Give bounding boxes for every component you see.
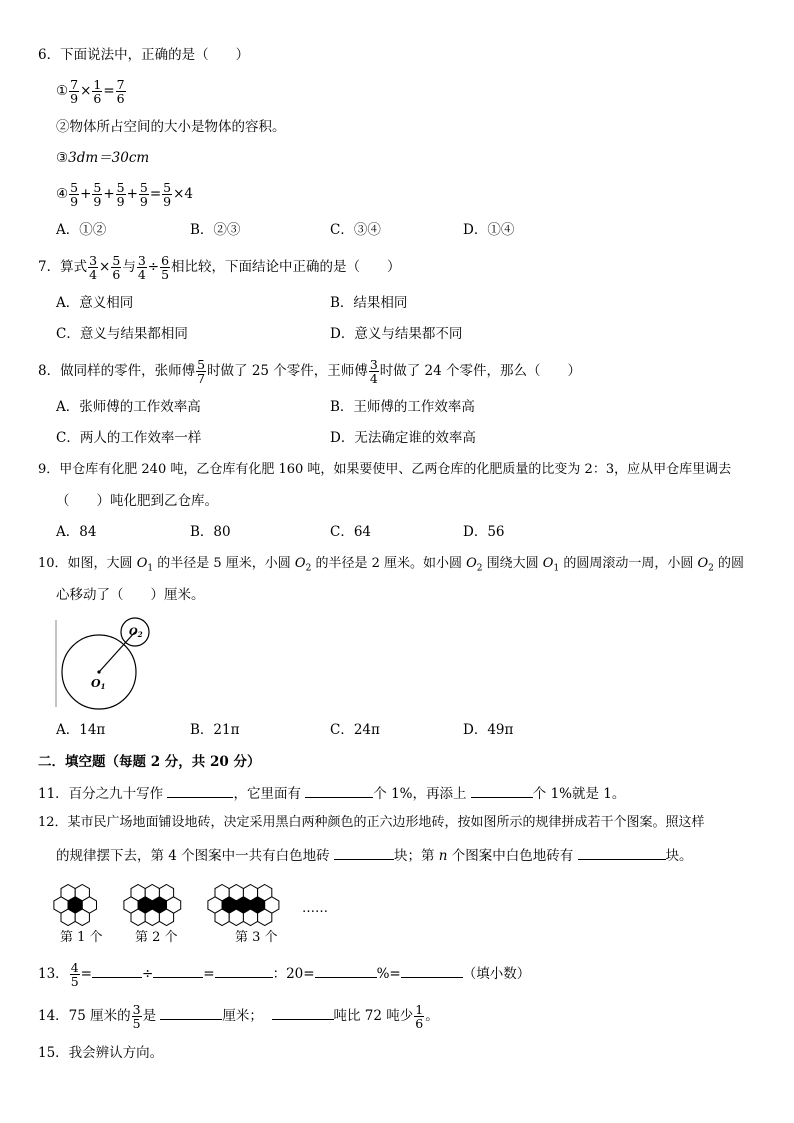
q15-stem: 15．我会辨认方向。 (38, 1045, 164, 1061)
pattern-label-1: 第 1 个 (60, 930, 103, 945)
q7-option-b[interactable]: B．结果相同 (330, 295, 408, 311)
q7-option-a[interactable]: A．意义相同 (56, 295, 134, 311)
q6-statement-3: ③3dm＝30cm (56, 150, 150, 166)
q9-stem-line-1: 9．甲仓库有化肥 240 吨，乙仓库有化肥 160 吨，如果要使甲、乙两仓库的化肥质量的比变为 2：3，应从甲仓库里调去 (38, 462, 732, 477)
q8-option-a[interactable]: A．张师傅的工作效率高 (56, 399, 201, 415)
q8-option-b[interactable]: B．王师傅的工作效率高 (330, 399, 475, 415)
white-hexagon-tile (159, 909, 173, 925)
q13-blank-5[interactable] (401, 963, 463, 978)
q6-stem: 6．下面说法中，正确的是（ ） (38, 47, 250, 63)
white-hexagon-tile (145, 909, 159, 925)
q11-blank-1[interactable] (167, 783, 233, 798)
white-hexagon-tile (215, 909, 229, 925)
hexagon-tiles (54, 885, 279, 926)
q11-stem: 11．百分之九十写作 ，它里面有 个 1%，再添上 个 1%就是 1。 (38, 783, 625, 804)
q13-blank-3[interactable] (215, 963, 273, 978)
pattern-label-2: 第 2 个 (135, 930, 178, 945)
q11-blank-3[interactable] (471, 783, 533, 798)
q6-statement-2: ②物体所占空间的大小是物体的容积。 (56, 119, 286, 135)
white-hexagon-tile (75, 909, 89, 925)
q13-blank-4[interactable] (315, 963, 377, 978)
q14-stem: 14．75 厘米的 $\frac{3}{5}$ 是 厘米； 吨比 72 吨少 $\frac{1}{6}$ 。 (38, 1002, 439, 1031)
white-hexagon-tile (131, 909, 145, 925)
q12-stem-line-2: 的规律摆下去，第 4 个图案中一共有白色地砖 块；第 n 个图案中白色地砖有 块。 (56, 845, 693, 866)
q13-blank-1[interactable] (92, 963, 142, 978)
q7-option-c[interactable]: C．意义与结果都相同 (56, 326, 188, 342)
q9-option-a[interactable]: A．84 (56, 524, 97, 540)
q10-option-d[interactable]: D．49π (463, 722, 514, 738)
q8-stem: 8．做同样的零件，张师傅 $\frac{5}{7}$ 时做了 25 个零件，王师傅 $\frac{3}{4}$ 时做了 24 个零件，那么（ ） (38, 357, 582, 386)
white-hexagon-tile (243, 909, 257, 925)
label-o2: $O_2$ (129, 627, 143, 639)
q9-option-d[interactable]: D．56 (463, 524, 505, 540)
pattern-ellipsis: …… (302, 901, 328, 916)
q12-hexagon-patterns (52, 878, 352, 948)
q6-option-c[interactable]: C．③④ (330, 222, 381, 238)
q14-blank-2[interactable] (272, 1005, 334, 1020)
pattern-label-3: 第 3 个 (235, 930, 278, 945)
q10-option-a[interactable]: A．14π (56, 722, 106, 738)
q10-circles-figure (54, 615, 164, 710)
q6-statement-1: ① $\frac{7}{9}$ × $\frac{1}{6}$ = $\frac{7}{6}$ (56, 77, 125, 106)
q13-stem: 13． $\frac{4}{5}$ = ÷ = ：20= %= （填小数） (38, 960, 531, 989)
q9-option-c[interactable]: C．64 (330, 524, 372, 540)
q6-option-b[interactable]: B．②③ (190, 222, 241, 238)
q6-statement-4: ④ $\frac{5}{9}$ + $\frac{5}{9}$ + $\frac{5}{9}$ + $\frac{5}{9}$ = $\frac{5}{9}$ ×4 (56, 180, 194, 209)
white-hexagon-tile (258, 909, 272, 925)
white-hexagon-tile (61, 909, 75, 925)
q12-blank-2[interactable] (578, 845, 666, 860)
q6-option-d[interactable]: D．①④ (463, 222, 515, 238)
white-hexagon-tile (229, 909, 243, 925)
q10-stem-line-2: 心移动了（ ）厘米。 (56, 587, 205, 603)
q13-blank-2[interactable] (153, 963, 203, 978)
q6-option-a[interactable]: A．①② (56, 222, 107, 238)
q7-option-d[interactable]: D．意义与结果都不同 (330, 326, 463, 342)
q14-blank-1[interactable] (160, 1005, 222, 1020)
q8-option-d[interactable]: D．无法确定谁的效率高 (330, 430, 476, 446)
big-center-dot (97, 670, 100, 673)
q10-stem-line-1: 10．如图，大圆 $O_1$ 的半径是 5 厘米，小圆 $O_2$ 的半径是 2 厘米。如小圆 $O_2$ 围绕大圆 $O_1$ 的圆周滚动一周，小圆 $O_2$ 的圆 (38, 556, 745, 574)
q9-stem-line-2: （ ）吨化肥到乙仓库。 (56, 493, 218, 509)
q7-stem: 7．算式 $\frac{3}{4}$ × $\frac{5}{6}$ 与 $\frac{3}{4}$ ÷ $\frac{6}{5}$ 相比较，下面结论中正确的是（ ） (38, 253, 401, 282)
q12-blank-1[interactable] (334, 845, 394, 860)
q11-blank-2[interactable] (305, 783, 373, 798)
q12-stem-line-1: 12．某市民广场地面铺设地砖，决定采用黑白两种颜色的正六边形地砖，按如图所示的规律拼成若干个图案。照这样 (38, 815, 705, 830)
q10-option-c[interactable]: C．24π (330, 722, 380, 738)
q10-option-b[interactable]: B．21π (190, 722, 240, 738)
label-o1: O1 (91, 677, 106, 691)
q9-option-b[interactable]: B．80 (190, 524, 231, 540)
section-2-heading: 二．填空题（每题 2 分，共 20 分） (38, 754, 261, 770)
q8-option-c[interactable]: C．两人的工作效率一样 (56, 430, 202, 446)
